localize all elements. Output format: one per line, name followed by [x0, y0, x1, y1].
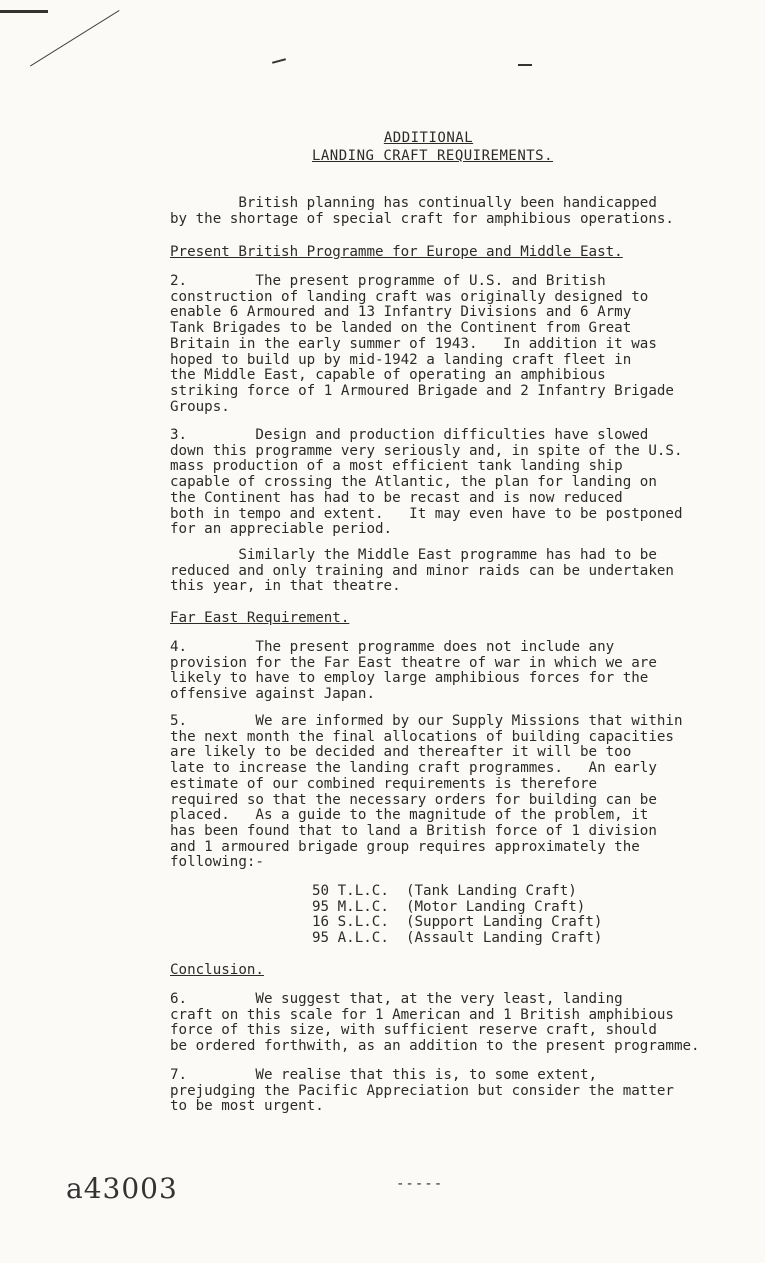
document-title-line2: LANDING CRAFT REQUIREMENTS. [311, 148, 554, 164]
paragraph-3b: Similarly the Middle East programme has had to be reduced and only training and minor raids can be undertaken this year, in that theatre. [170, 547, 674, 595]
paragraph-5: 5. We are informed by our Supply Missions that within the next month the final allocations of building capacities are likely to be decided and thereafter it will be too late to increase the landing craft programmes. An early estimate of our combined requirements is therefore required so that the necessary orders for building can be placed. As a guide to the magnitude of the problem, it has been found that to land a British force of 1 division and 1 armoured brigade group requires approximately the following:- [170, 713, 683, 871]
paragraph-2: 2. The present programme of U.S. and British construction of landing craft was originally designed to enable 6 Armoured and 13 Infantry Divisions and 6 Army Tank Brigades to be landed on the Continent from Great Britain in the early summer of 1943. In addition it was hoped to build up by mid-1942 a landing craft fleet in the Middle East, capable of operating an amphibious striking force of 1 Armoured Brigade and 2 Infantry Brigade Groups. [170, 273, 674, 415]
paragraph-3: 3. Design and production difficulties have slowed down this programme very seriously and, in spite of the U.S. mass production of a most efficient tank landing ship capable of crossing the Atlantic, the plan for landing on the Continent has had to be recast and is now reduced both in tempo and extent. It may even have to be postponed for an appreciable period. [170, 427, 683, 538]
scan-mark [518, 64, 532, 66]
section-heading-conclusion: Conclusion. [170, 962, 264, 978]
end-mark: ----- [396, 1176, 444, 1192]
scan-mark [0, 10, 48, 13]
paragraph-6: 6. We suggest that, at the very least, landing craft on this scale for 1 American and 1 British amphibious force of this size, with sufficient reserve craft, should be ordered forthwith, as an addition to the present programme. [170, 991, 700, 1055]
paragraph-4: 4. The present programme does not include any provision for the Far East theatre of war in which we are likely to have to employ large amphibious forces for the offensive against Japan. [170, 639, 657, 703]
craft-list: 50 T.L.C. (Tank Landing Craft) 95 M.L.C. (Motor Landing Craft) 16 S.L.C. (Support Landing Craft) 95 A.L.C. (Assault Landing Craft) [312, 883, 603, 947]
section-heading-present: Present British Programme for Europe and Middle East. [170, 244, 623, 260]
paragraph-7: 7. We realise that this is, to some extent, prejudging the Pacific Appreciation but consider the matter to be most urgent. [170, 1067, 674, 1115]
section-heading-far-east: Far East Requirement. [170, 610, 350, 626]
scan-mark [30, 10, 120, 66]
handwritten-reference: a43003 [66, 1172, 178, 1205]
scan-mark [272, 58, 286, 64]
document-title-line1: ADDITIONAL [383, 130, 474, 146]
intro-paragraph: British planning has continually been handicapped by the shortage of special craft for amphibious operations. [170, 195, 674, 227]
